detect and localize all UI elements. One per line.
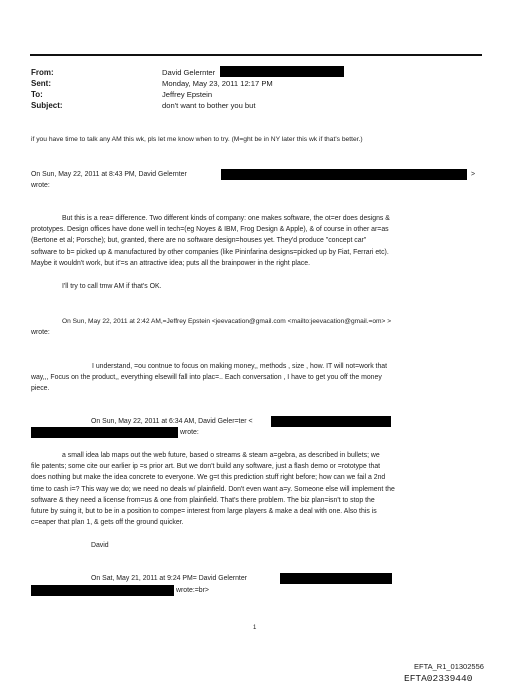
quote1-header-tail: > (471, 171, 476, 178)
to-label: To: (31, 90, 43, 99)
quote2-wrote: wrote: (31, 329, 50, 336)
quote1-header: On Sun, May 22, 2011 at 8:43 PM, David Gelernter (31, 171, 187, 178)
quote1-paragraph (31, 213, 483, 269)
paragraph-line: does nothing but make the idea concrete to everyone. We g=t this prediction stuff right before; how can we fail a 2nd (31, 474, 386, 482)
document-id: EFTA_R1_01302556 (414, 662, 484, 671)
quote1-close: I'll try to call tmw AM if that's OK. (62, 283, 162, 290)
quote1-wrote: wrote: (31, 182, 50, 189)
subject-label: Subject: (31, 101, 63, 110)
paragraph-line: file patents; some cite our earlier ip =s prior art. But we don't build any software, just a flash demo or =rototype that (31, 463, 381, 471)
bates-number: EFTA02339440 (404, 673, 473, 684)
redaction-bar (271, 416, 391, 427)
redaction-bar (31, 427, 178, 438)
paragraph-line: But this is a rea= difference. Two different kinds of company: one makes software, the ot=er does designs & (62, 215, 390, 222)
redaction-bar (31, 585, 174, 596)
paragraph-line: future by suing it, but to be in a position to compe= interest from large players & make a deal with one. Also this is (31, 508, 377, 516)
intro-text: if you have time to talk any AM this wk, pls let me know when to try. (M=ght be in NY later this wk if that's better.) (31, 136, 363, 143)
paragraph-line: I understand, =ou contnue to focus on making money,, methods , size , how. IT will not=work that (92, 363, 388, 370)
quote3-header: On Sun, May 22, 2011 at 6:34 AM, David Geler=ter < (91, 418, 253, 425)
sent-label: Sent: (31, 79, 51, 88)
quote2-paragraph (31, 361, 483, 395)
subject-value: don't want to bother you but (162, 101, 256, 110)
paragraph-line: Maybe it wouldn't work, but it'=s an attractive idea; puts all the brainpower in the right place. (31, 259, 310, 267)
paragraph-line: piece. (31, 385, 50, 393)
quote4-wrote: wrote:=br> (176, 587, 209, 594)
header-rule (30, 54, 482, 56)
paragraph-line: time to cash i=? This way we do; we need no deals w/ plainfield. Don't even want a=y. Someone else will implement the (31, 485, 395, 493)
redaction-bar (280, 573, 392, 584)
paragraph-line: software to b= picked up & manufactured by other companies (like Pininfarina designs=picked up by Fiat, Ferrari etc). (31, 248, 389, 256)
from-label: From: (31, 68, 54, 77)
redaction-bar (220, 66, 344, 77)
quote3-wrote: wrote: (180, 429, 199, 436)
page-number: 1 (253, 625, 257, 631)
from-value: David Gelernter (162, 68, 216, 77)
paragraph-line: way,,, Focus on the product,, everything elsewill fall into plac=.. Each conversation , I have to get you off the money (31, 374, 382, 382)
to-value: Jeffrey Epstein (162, 90, 213, 99)
paragraph-line: (Bertone et al; Porsche); but, granted, there are no software design=houses yet. They'd produce "concept car" (31, 237, 367, 245)
quote3-paragraph (31, 450, 483, 528)
sent-value: Monday, May 23, 2011 12:17 PM (162, 79, 273, 88)
paragraph-line: c=eaper that plan 1, & gets off the ground quicker. (31, 519, 184, 527)
quote2-header: On Sun, May 22, 2011 at 2:42 AM,=Jeffrey Epstein <jeevacation@gmail.com <mailto:jeevacation@gmail.=om> > (62, 318, 392, 325)
quote4-header: On Sat, May 21, 2011 at 9:24 PM= David Gelernter (91, 575, 247, 582)
signature: David (91, 542, 109, 549)
paragraph-line: software & they need a license from=us & one from plainfield. That's there problem. The biz plan=isn't to stop the (31, 496, 375, 504)
redaction-bar (221, 169, 467, 180)
paragraph-line: prototypes. Design offices have done well in tech=(eg Noyes & IBM, Frog Design & Apple), & of course in other ar=as (31, 226, 389, 234)
paragraph-line: a small idea lab maps out the web future, based o streams & steam a=gebra, as described in bullets; we (62, 452, 380, 459)
